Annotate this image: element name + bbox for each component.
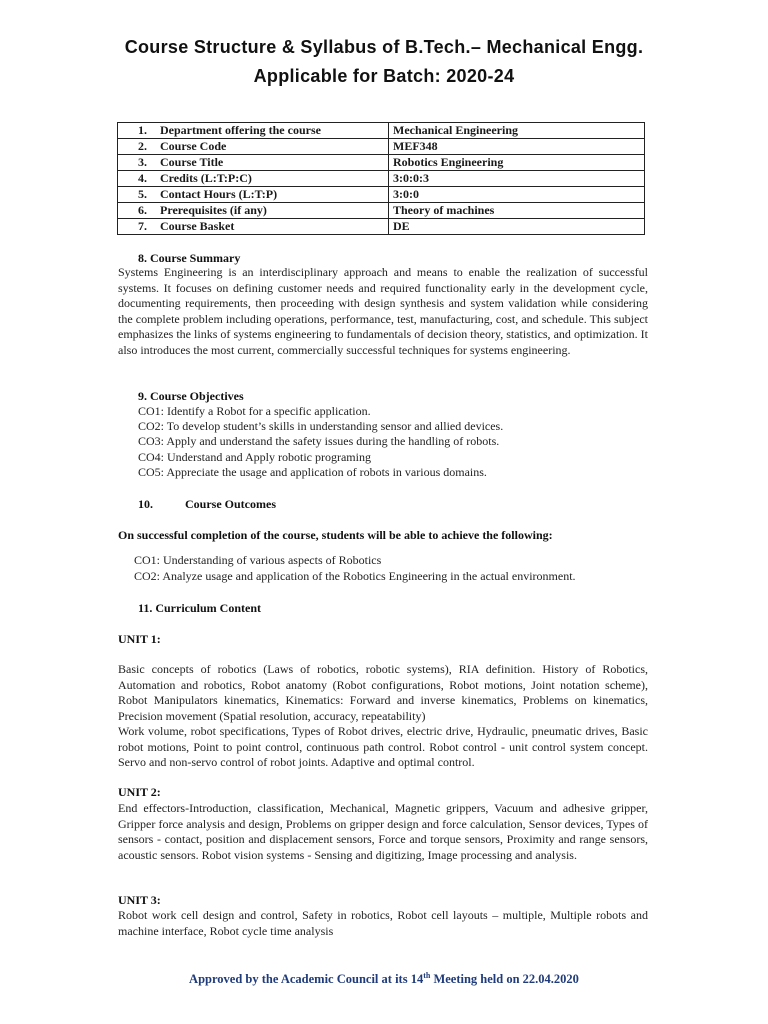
outcome-item: CO1: Understanding of various aspects of Robotics [134, 553, 382, 567]
field-value: 3:0:0 [389, 187, 645, 203]
footer-superscript: th [423, 971, 431, 980]
field-value: 3:0:0:3 [389, 171, 645, 187]
course-outcomes-intro: On successful completion of the course, students will be able to achieve the following: [118, 528, 553, 542]
field-label: Course Basket [160, 219, 235, 233]
outcome-item: CO2: Analyze usage and application of the Robotics Engineering in the actual environment. [134, 569, 576, 583]
field-value: MEF348 [389, 139, 645, 155]
footer-text-end: Meeting held on 22.04.2020 [430, 972, 579, 987]
unit3-title: UNIT 3: [118, 893, 161, 907]
row-number: 6. [138, 203, 147, 217]
field-value: Robotics Engineering [389, 155, 645, 171]
row-number: 3. [138, 155, 147, 169]
course-summary-heading: 8. Course Summary [138, 251, 241, 265]
objective-item: CO1: Identify a Robot for a specific application. [138, 404, 371, 418]
row-number: 1. [138, 123, 147, 137]
table-row [118, 139, 645, 155]
objective-item: CO5: Appreciate the usage and application of robots in various domains. [138, 465, 487, 479]
unit2-text: End effectors-Introduction, classification, Mechanical, Magnetic grippers, Vacuum and adhesive gripper, Gripper force analysis and design, Problems on gripper design and force calculation, Sensor devices, Types of sensors - contact, position and displacement sensors, Force and torque sensors, Proximity and range sensors, acoustic sensors. Robot vision systems - Sensing and digitizing, Image processing and analysis. [118, 801, 648, 862]
page-subtitle: Applicable for Batch: 2020-24 [253, 66, 515, 86]
course-summary-text: Systems Engineering is an interdisciplinary approach and means to enable the realization of successful systems. It focuses on defining customer needs and required functionality early in the development cycle, documenting requirements, then proceeding with design synthesis and system validation while considering the complete problem including operations, performance, test, manufacturing, cost, and schedule. This subject emphasizes the links of systems engineering to fundamentals of decision theory, statistics, and optimization. It also introduces the most current, commercially successful techniques for systems engineering. [118, 265, 648, 357]
course-info-table [117, 122, 645, 235]
table-row [118, 187, 645, 203]
curriculum-heading: 11. Curriculum Content [138, 601, 261, 615]
row-number: 5. [138, 187, 147, 201]
unit2-title: UNIT 2: [118, 785, 161, 799]
field-label: Department offering the course [160, 123, 321, 137]
field-value: DE [389, 219, 645, 235]
field-label: Prerequisites (if any) [160, 203, 267, 217]
unit3-text: Robot work cell design and control, Safety in robotics, Robot cell layouts – multiple, Multiple robots and machine interface, Robot cycle time analysis [118, 908, 648, 938]
course-outcomes-heading: Course Outcomes [185, 497, 276, 511]
field-value: Theory of machines [389, 203, 645, 219]
objective-item: CO3: Apply and understand the safety issues during the handling of robots. [138, 434, 500, 448]
table-row [118, 155, 645, 171]
field-label: Course Title [160, 155, 224, 169]
row-number: 2. [138, 139, 147, 153]
field-label: Credits (L:T:P:C) [160, 171, 252, 185]
page-title: Course Structure & Syllabus of B.Tech.– Mechanical Engg. [124, 37, 644, 57]
row-number: 7. [138, 219, 147, 233]
course-outcomes-number: 10. [138, 497, 153, 511]
field-label: Course Code [160, 139, 227, 153]
objective-item: CO4: Understand and Apply robotic programing [138, 450, 371, 464]
footer-text: Approved by the Academic Council at its 14 [189, 972, 424, 987]
field-value: Mechanical Engineering [389, 123, 645, 139]
table-row [118, 203, 645, 219]
table-row [118, 171, 645, 187]
row-number: 4. [138, 171, 147, 185]
approval-footer [0, 971, 768, 987]
unit1-text: Basic concepts of robotics (Laws of robotics, robotic systems), RIA definition. History of Robotics, Automation and robotics, Robot anatomy (Robot configurations, Robot motions, Joint notation scheme), Robot Manipulators kinematics, Kinematics: Forward and inverse kinematics, Problems on kinematics, Precision movement (Spatial resolution, accuracy, repeatability) [118, 662, 648, 723]
unit1-title: UNIT 1: [118, 632, 161, 646]
table-row [118, 123, 645, 139]
field-label: Contact Hours (L:T:P) [160, 187, 278, 201]
table-row [118, 219, 645, 235]
course-objectives-heading: 9. Course Objectives [138, 389, 244, 403]
unit1-text-continued: Work volume, robot specifications, Types of Robot drives, electric drive, Hydraulic, pneumatic drives, Basic robot motions, Point to point control, continuous path control. Robot control - unit control system concept. Servo and non-servo control of robot joints. Adaptive and optimal control. [118, 724, 648, 770]
objective-item: CO2: To develop student’s skills in understanding sensor and allied devices. [138, 419, 504, 433]
